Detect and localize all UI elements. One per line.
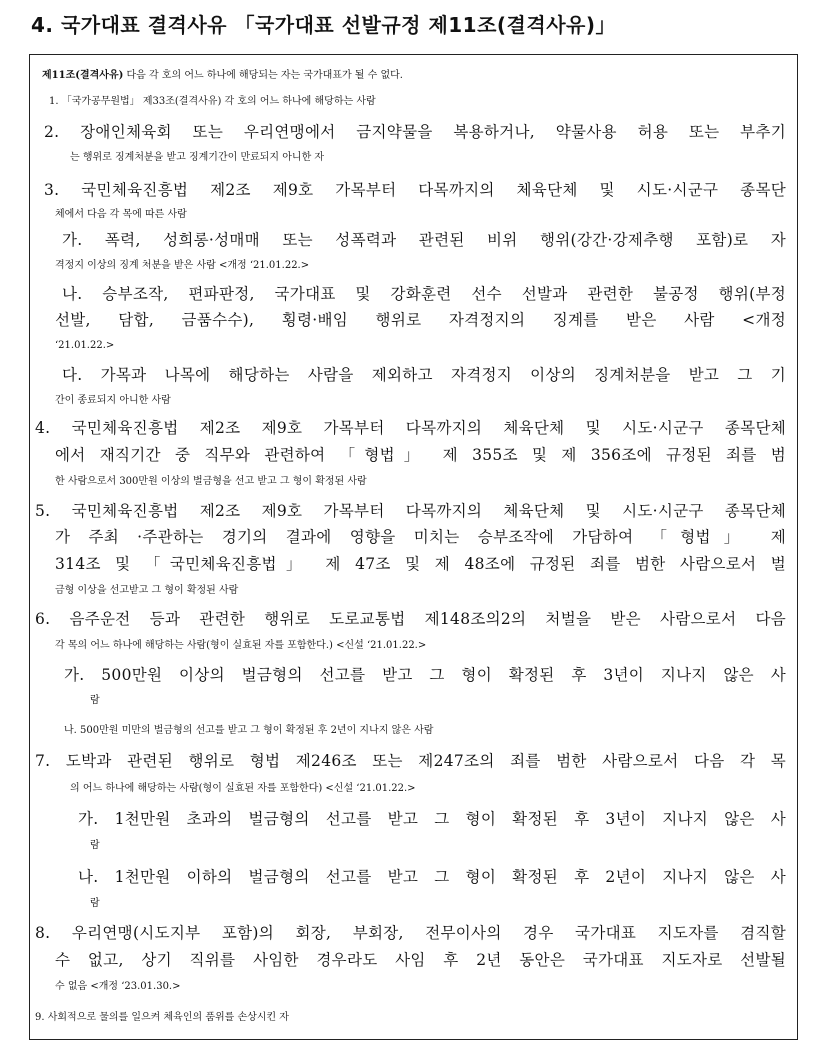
item-7-na-line-2: 람 <box>90 898 100 909</box>
item-4-line-3: 한 사람으로서 300만원 이상의 벌금형을 선고 받고 그 형이 확정된 사람 <box>55 476 367 487</box>
regulation-box <box>29 54 798 1040</box>
item-3-ga-line-1: 가. 폭력, 성희롱·성매매 또는 성폭력과 관련된 비위 행위(강간·강제추행 포함)로 자 <box>62 231 786 249</box>
item-2-line-2: 는 행위로 징계처분을 받고 징계기간이 만료되지 아니한 자 <box>70 152 325 163</box>
item-3-ga-line-2: 격정지 이상의 징계 처분을 받은 사람 <개정 ‘21.01.22.> <box>55 260 310 271</box>
item-3-na-line-1: 나. 승부조작, 편파판정, 국가대표 및 강화훈련 선수 선발과 관련한 불공정 행위(부정 <box>62 285 786 303</box>
item-7-ga-line-1: 가. 1천만원 초과의 벌금형의 선고를 받고 그 형이 확정된 후 3년이 지나지 않은 사 <box>78 810 786 828</box>
item-7-line-1: 7. 도박과 관련된 행위로 형법 제246조 또는 제247조의 죄를 범한 사람으로서 다음 각 목 <box>35 752 786 770</box>
item-7-line-2: 의 어느 하나에 해당하는 사람(형이 실효된 자를 포함한다) <신설 ‘21.01.22.> <box>70 783 416 794</box>
item-3-line-2: 체에서 다음 각 목에 따른 사람 <box>55 209 187 220</box>
item-8-line-2: 수 없고, 상기 직위를 사임한 경우라도 사임 후 2년 동안은 국가대표 지도자로 선발될 <box>55 951 786 969</box>
item-4-line-2: 에서 재직기간 중 직무와 관련하여 「형법」 제 355조 및 제 356조에 규정된 죄를 범 <box>55 446 786 464</box>
article-header <box>42 66 797 86</box>
item-5-line-2: 가 주최 ·주관하는 경기의 결과에 영향을 미치는 승부조작에 가담하여 「형법」 제 <box>55 528 786 546</box>
item-9: 9. 사회적으로 물의를 일으켜 체육인의 품위를 손상시킨 자 <box>35 1012 289 1023</box>
item-3-na-line-2: 선발, 담합, 금품수수), 횡령·배임 행위로 자격정지의 징계를 받은 사람 <개정 <box>55 311 786 329</box>
item-3-na-line-3: ‘21.01.22.> <box>55 340 115 351</box>
item-5-line-4: 금형 이상을 선고받고 그 형이 확정된 사람 <box>55 585 239 596</box>
item-6-na: 나. 500만원 미만의 벌금형의 선고를 받고 그 형이 확정된 후 2년이 지나지 않은 사람 <box>64 725 434 736</box>
item-8-line-1: 8. 우리연맹(시도지부 포함)의 회장, 부회장, 전무이사의 경우 국가대표 지도자를 겸직할 <box>35 924 786 942</box>
article-intro: 다음 각 호의 어느 하나에 해당되는 자는 국가대표가 될 수 없다. <box>123 70 403 81</box>
item-4-line-1: 4. 국민체육진흥법 제2조 제9호 가목부터 다목까지의 체육단체 및 시도·시군구 종목단체 <box>35 419 786 437</box>
item-6-line-2: 각 목의 어느 하나에 해당하는 사람(형이 실효된 자를 포함한다.) <신설 ‘21.01.22.> <box>55 640 427 651</box>
item-2-line-1: 2. 장애인체육회 또는 우리연맹에서 금지약물을 복용하거나, 약물사용 허용 또는 부추기 <box>44 123 786 141</box>
item-8-line-3: 수 없음 <개정 ‘23.01.30.> <box>55 981 181 992</box>
item-7-ga-line-2: 람 <box>90 840 100 851</box>
item-3-da-line-2: 간이 종료되지 아니한 사람 <box>55 395 171 406</box>
section-title: 4. 국가대표 결격사유 「국가대표 선발규정 제11조(결격사유)」 <box>31 13 616 37</box>
item-5-line-3: 314조 및 「국민체육진흥법」 제 47조 및 제 48조에 규정된 죄를 범한 사람으로서 벌 <box>55 555 786 573</box>
item-3-da-line-1: 다. 가목과 나목에 해당하는 사람을 제외하고 자격정지 이상의 징계처분을 받고 그 기 <box>62 366 786 384</box>
item-3-line-1: 3. 국민체육진흥법 제2조 제9호 가목부터 다목까지의 체육단체 및 시도·시군구 종목단 <box>44 181 786 199</box>
item-5-line-1: 5. 국민체육진흥법 제2조 제9호 가목부터 다목까지의 체육단체 및 시도·시군구 종목단체 <box>35 502 786 520</box>
article-heading: 제11조(결격사유) <box>42 70 124 81</box>
item-7-na-line-1: 나. 1천만원 이하의 벌금형의 선고를 받고 그 형이 확정된 후 2년이 지나지 않은 사 <box>78 868 786 886</box>
item-6-ga-line-2: 람 <box>90 695 100 706</box>
item-6-ga-line-1: 가. 500만원 이상의 벌금형의 선고를 받고 그 형이 확정된 후 3년이 지나지 않은 사 <box>64 666 786 684</box>
item-1: 1. 「국가공무원법」 제33조(결격사유) 각 호의 어느 하나에 해당하는 사람 <box>49 96 376 107</box>
item-6-line-1: 6. 음주운전 등과 관련한 행위로 도로교통법 제148조의2의 처벌을 받은 사람으로서 다음 <box>35 610 786 628</box>
